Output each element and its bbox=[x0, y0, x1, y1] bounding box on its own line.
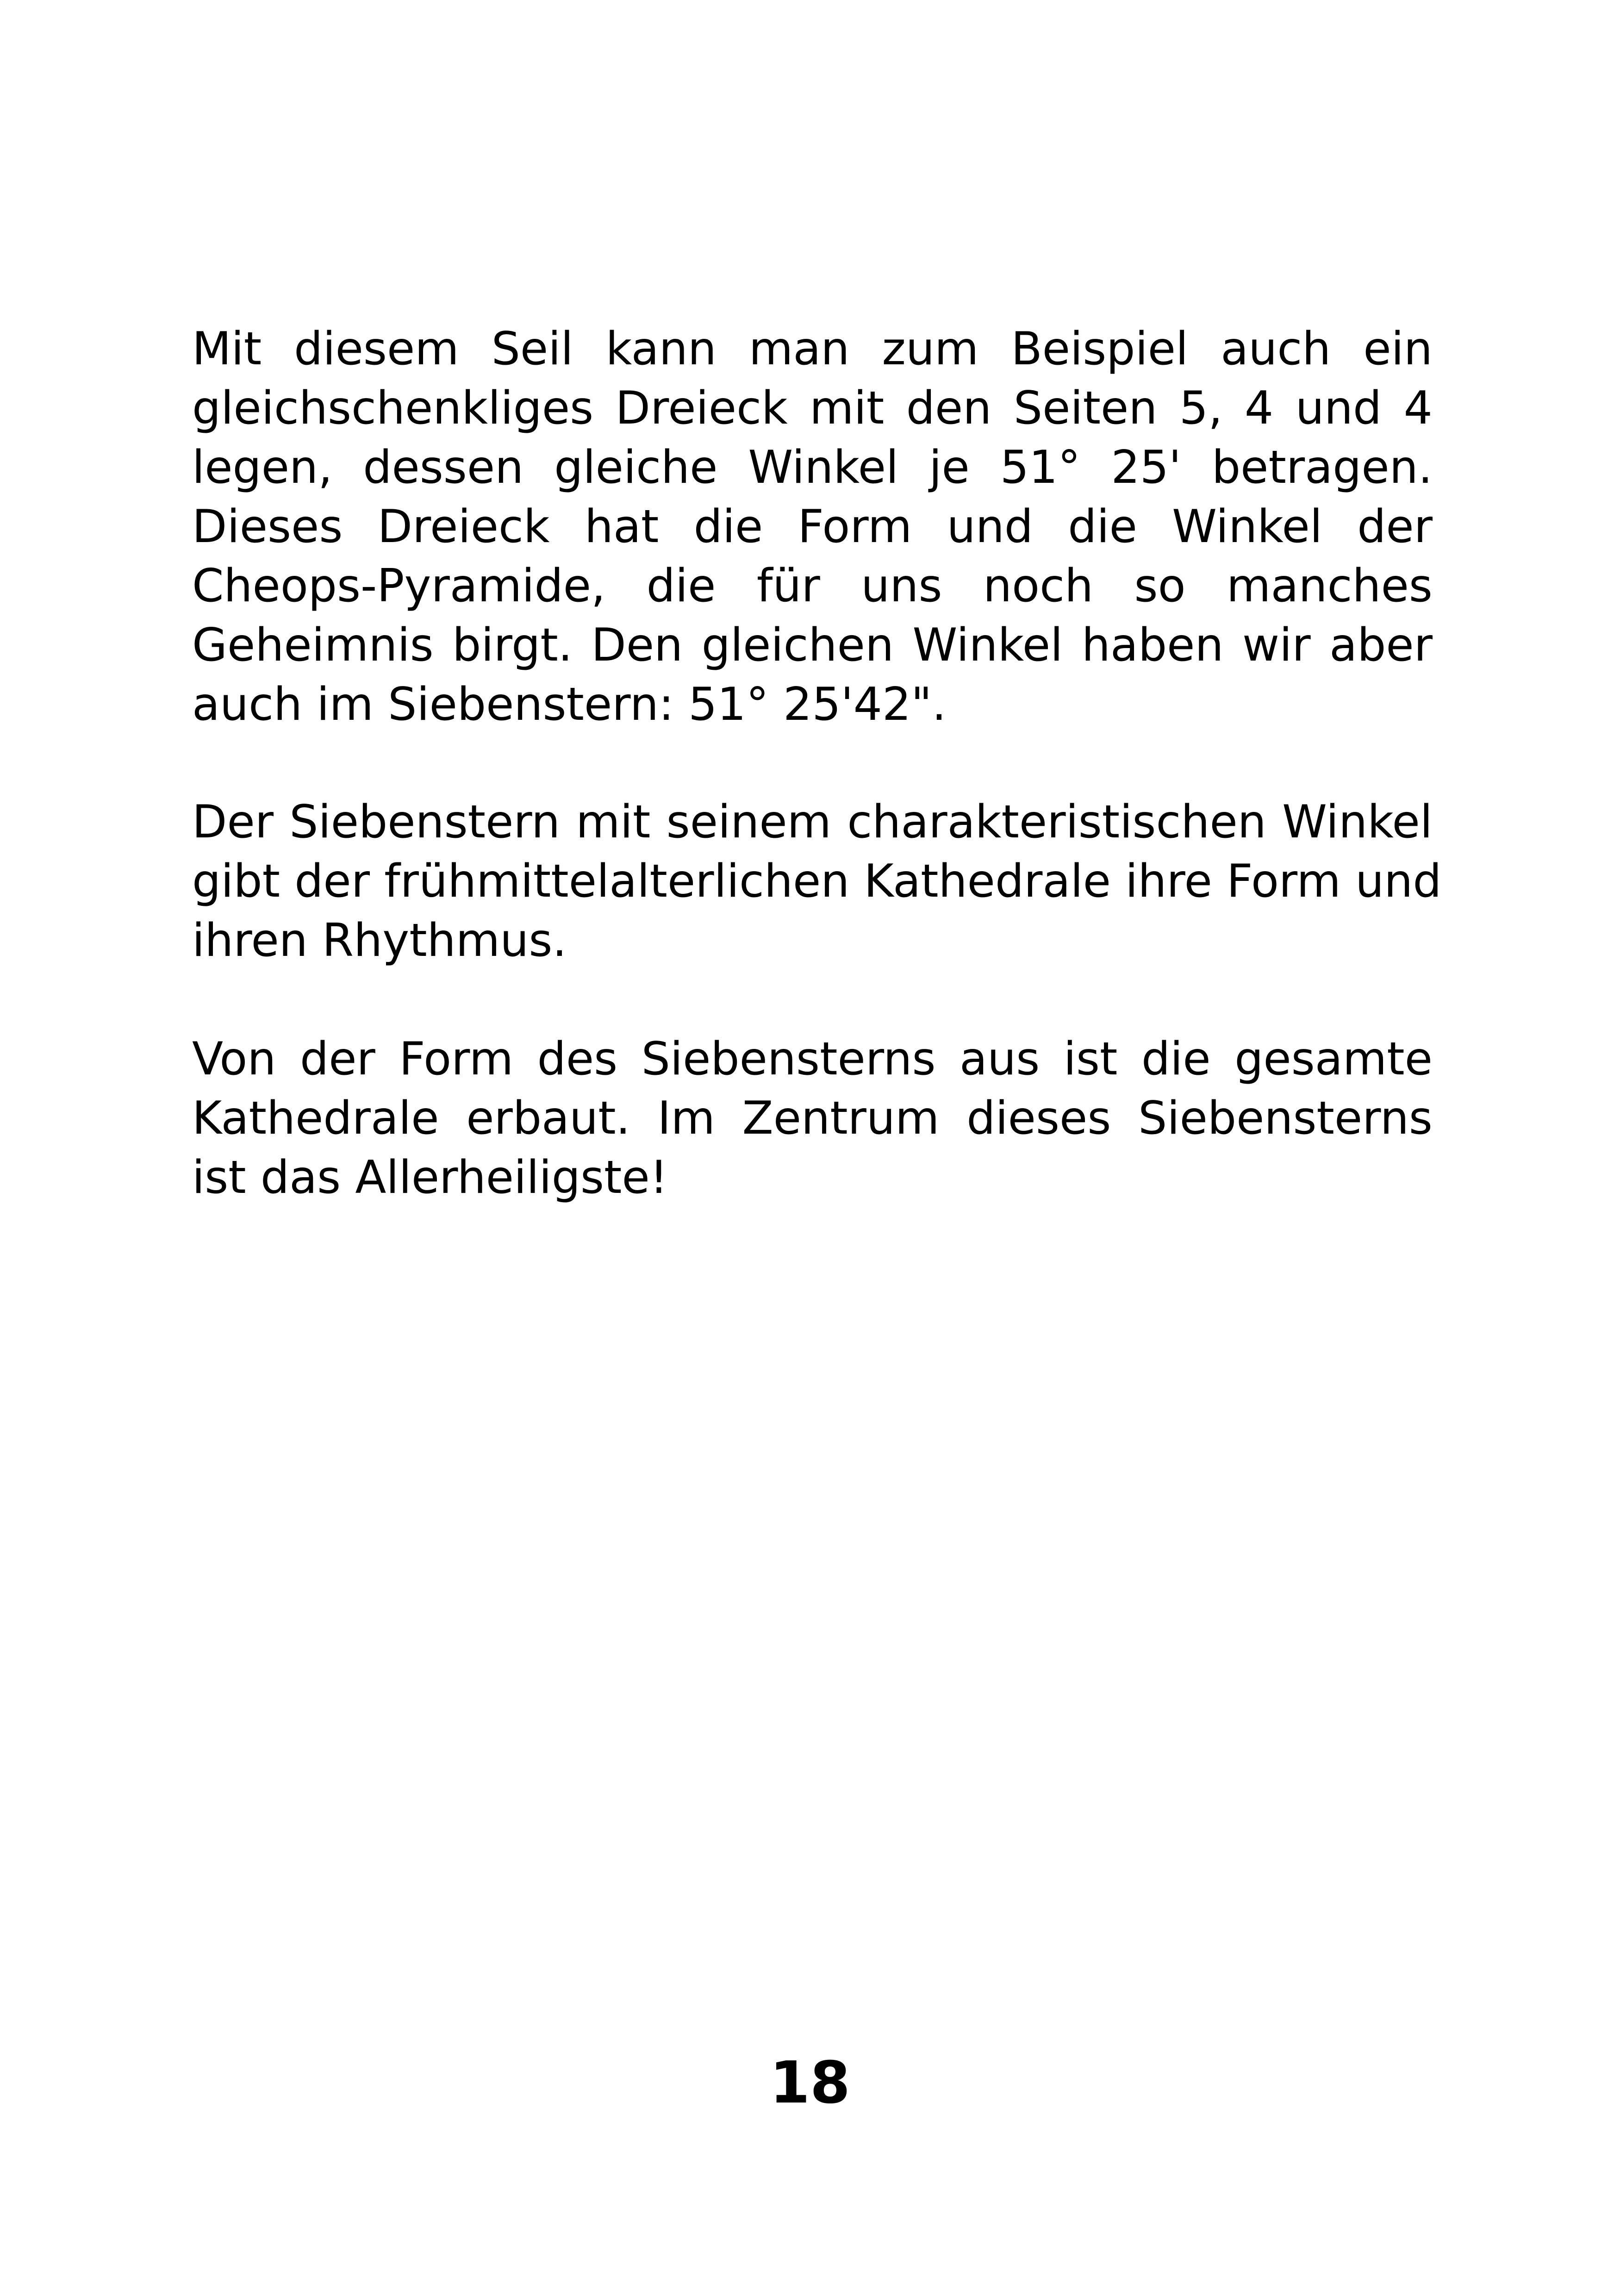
paragraph-3 bbox=[192, 1029, 1433, 1207]
text-line: Der Siebenstern mit seinem charakteristischen Winkel bbox=[192, 796, 1433, 849]
paragraph-2 bbox=[192, 792, 1442, 970]
text-line: Mit diesem Seil kann man zum Beispiel auch ein bbox=[192, 323, 1433, 375]
paragraph-text bbox=[192, 319, 1433, 734]
text-line: Cheops-Pyramide, die für uns noch so manches bbox=[192, 560, 1433, 612]
paragraph-1 bbox=[192, 319, 1433, 734]
text-line: auch im Siebenstern: 51° 25'42". bbox=[192, 678, 947, 731]
text-line: Kathedrale erbaut. Im Zentrum dieses Siebensterns bbox=[192, 1092, 1433, 1145]
text-line: Dieses Dreieck hat die Form und die Winkel der bbox=[192, 500, 1433, 553]
page-number: 18 bbox=[770, 2049, 850, 2116]
text-line: legen, dessen gleiche Winkel je 51° 25' betragen. bbox=[192, 441, 1433, 494]
text-line: ist das Allerheiligste! bbox=[192, 1151, 668, 1204]
paragraph-text bbox=[192, 792, 1442, 970]
text-line: gleichschenkliges Dreieck mit den Seiten 5, 4 und 4 bbox=[192, 382, 1433, 435]
text-line: Geheimnis birgt. Den gleichen Winkel haben wir aber bbox=[192, 619, 1433, 672]
text-line: Von der Form des Siebensterns aus ist die gesamte bbox=[192, 1033, 1433, 1086]
paragraph-text bbox=[192, 1029, 1433, 1207]
text-line: gibt der frühmittelalterlichen Kathedrale ihre Form und bbox=[192, 855, 1442, 908]
text-line: ihren Rhythmus. bbox=[192, 914, 567, 967]
